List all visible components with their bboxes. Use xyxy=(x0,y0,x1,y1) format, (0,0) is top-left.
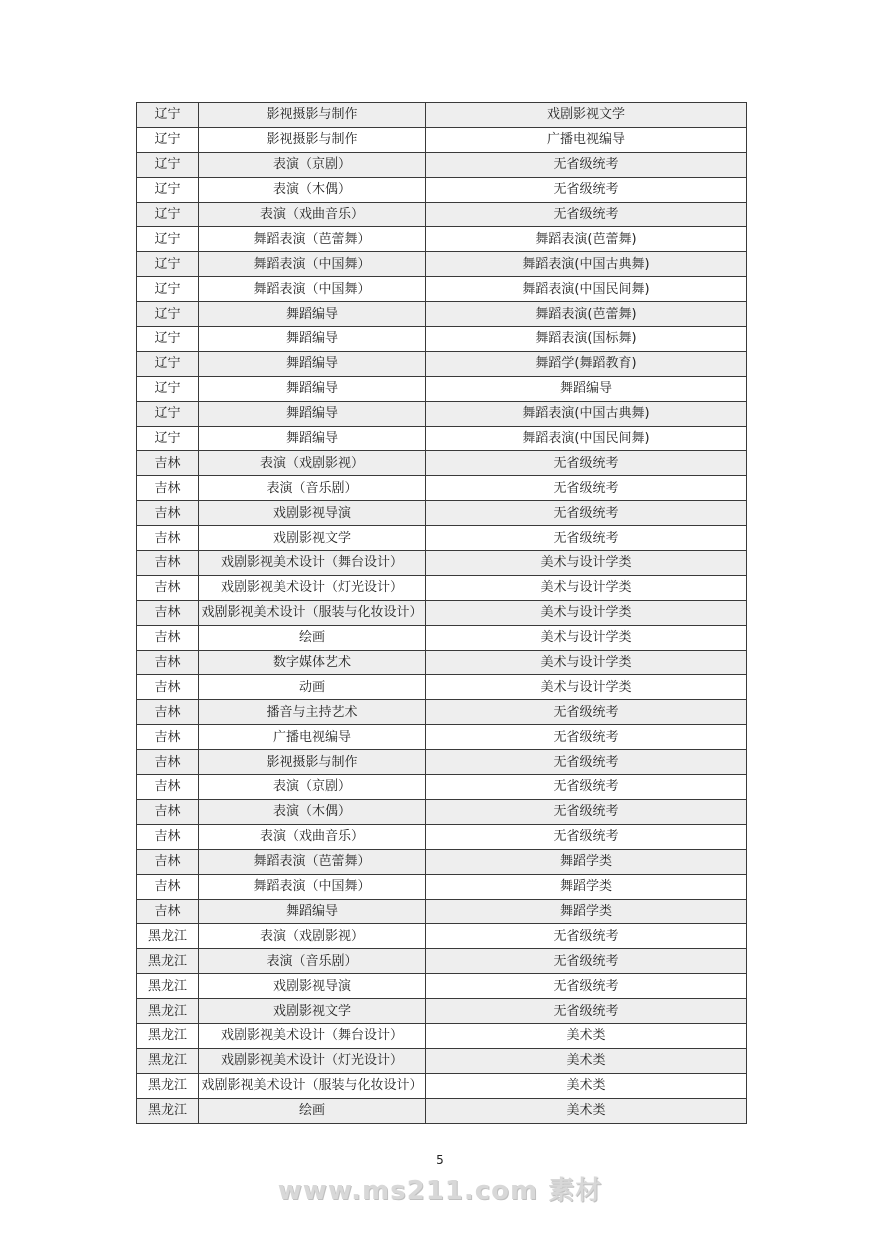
exam-category-cell: 无省级统考 xyxy=(426,999,747,1024)
table-row xyxy=(137,1098,747,1123)
exam-category-cell: 无省级统考 xyxy=(426,451,747,476)
major-cell: 舞蹈表演（中国舞） xyxy=(199,277,426,302)
exam-category-cell: 舞蹈编导 xyxy=(426,376,747,401)
major-cell: 戏剧影视美术设计（灯光设计） xyxy=(199,1048,426,1073)
table-row xyxy=(137,1073,747,1098)
table-row xyxy=(137,103,747,128)
major-cell: 戏剧影视文学 xyxy=(199,526,426,551)
exam-category-cell: 无省级统考 xyxy=(426,700,747,725)
province-cell: 黑龙江 xyxy=(137,1048,199,1073)
province-cell: 黑龙江 xyxy=(137,999,199,1024)
exam-category-cell: 舞蹈表演(中国古典舞) xyxy=(426,401,747,426)
province-cell: 黑龙江 xyxy=(137,1023,199,1048)
exam-category-cell: 舞蹈表演(芭蕾舞) xyxy=(426,302,747,327)
exam-category-cell: 美术与设计学类 xyxy=(426,551,747,576)
major-cell: 表演（京剧） xyxy=(199,775,426,800)
province-cell: 吉林 xyxy=(137,799,199,824)
major-cell: 绘画 xyxy=(199,1098,426,1123)
major-cell: 舞蹈表演（芭蕾舞） xyxy=(199,849,426,874)
exam-category-cell: 无省级统考 xyxy=(426,924,747,949)
table-row xyxy=(137,302,747,327)
province-cell: 吉林 xyxy=(137,526,199,551)
major-cell: 舞蹈编导 xyxy=(199,302,426,327)
table-row xyxy=(137,600,747,625)
major-cell: 影视摄影与制作 xyxy=(199,103,426,128)
table-row xyxy=(137,526,747,551)
major-cell: 舞蹈编导 xyxy=(199,426,426,451)
major-cell: 舞蹈编导 xyxy=(199,899,426,924)
major-cell: 表演（木偶） xyxy=(199,799,426,824)
exam-category-cell: 无省级统考 xyxy=(426,202,747,227)
province-cell: 黑龙江 xyxy=(137,949,199,974)
province-cell: 辽宁 xyxy=(137,202,199,227)
table-row xyxy=(137,327,747,352)
province-cell: 吉林 xyxy=(137,650,199,675)
province-cell: 辽宁 xyxy=(137,426,199,451)
major-cell: 戏剧影视美术设计（灯光设计） xyxy=(199,575,426,600)
table-row xyxy=(137,874,747,899)
major-cell: 动画 xyxy=(199,675,426,700)
table-row xyxy=(137,675,747,700)
province-cell: 辽宁 xyxy=(137,152,199,177)
province-cell: 吉林 xyxy=(137,899,199,924)
table-row xyxy=(137,551,747,576)
watermark: www.ms211.com 素材 xyxy=(277,1176,603,1206)
province-cell: 吉林 xyxy=(137,551,199,576)
exam-category-cell: 舞蹈表演(中国古典舞) xyxy=(426,252,747,277)
major-cell: 戏剧影视美术设计（舞台设计） xyxy=(199,1023,426,1048)
province-cell: 辽宁 xyxy=(137,277,199,302)
exam-category-cell: 舞蹈学类 xyxy=(426,849,747,874)
table-row xyxy=(137,202,747,227)
province-cell: 黑龙江 xyxy=(137,924,199,949)
table-row xyxy=(137,376,747,401)
table-row xyxy=(137,974,747,999)
major-cell: 表演（戏剧影视） xyxy=(199,924,426,949)
table-row xyxy=(137,252,747,277)
province-cell: 吉林 xyxy=(137,600,199,625)
table-row xyxy=(137,476,747,501)
table-row xyxy=(137,625,747,650)
province-cell: 黑龙江 xyxy=(137,1073,199,1098)
province-cell: 辽宁 xyxy=(137,177,199,202)
table-row xyxy=(137,775,747,800)
table-row xyxy=(137,426,747,451)
exam-category-cell: 戏剧影视文学 xyxy=(426,103,747,128)
province-cell: 辽宁 xyxy=(137,351,199,376)
province-cell: 吉林 xyxy=(137,501,199,526)
province-cell: 辽宁 xyxy=(137,302,199,327)
major-cell: 广播电视编导 xyxy=(199,725,426,750)
province-cell: 吉林 xyxy=(137,849,199,874)
province-cell: 吉林 xyxy=(137,675,199,700)
major-cell: 戏剧影视美术设计（服装与化妆设计） xyxy=(199,1073,426,1098)
exam-category-cell: 美术与设计学类 xyxy=(426,625,747,650)
major-cell: 戏剧影视导演 xyxy=(199,974,426,999)
province-cell: 辽宁 xyxy=(137,327,199,352)
major-cell: 舞蹈表演（芭蕾舞） xyxy=(199,227,426,252)
exam-category-cell: 无省级统考 xyxy=(426,775,747,800)
table-row xyxy=(137,401,747,426)
exam-category-cell: 美术与设计学类 xyxy=(426,650,747,675)
major-cell: 表演（戏曲音乐） xyxy=(199,824,426,849)
table-row xyxy=(137,152,747,177)
province-cell: 吉林 xyxy=(137,625,199,650)
exam-category-cell: 美术类 xyxy=(426,1023,747,1048)
exam-category-cell: 美术类 xyxy=(426,1098,747,1123)
table-row xyxy=(137,1023,747,1048)
exam-category-cell: 无省级统考 xyxy=(426,177,747,202)
province-cell: 辽宁 xyxy=(137,103,199,128)
table-row xyxy=(137,575,747,600)
table-row xyxy=(137,351,747,376)
province-cell: 吉林 xyxy=(137,725,199,750)
major-cell: 表演（戏剧影视） xyxy=(199,451,426,476)
exam-category-cell: 美术与设计学类 xyxy=(426,575,747,600)
table-row xyxy=(137,501,747,526)
province-cell: 吉林 xyxy=(137,824,199,849)
exam-category-cell: 美术与设计学类 xyxy=(426,675,747,700)
exam-category-cell: 舞蹈学(舞蹈教育) xyxy=(426,351,747,376)
province-cell: 辽宁 xyxy=(137,252,199,277)
exam-category-cell: 舞蹈表演(国标舞) xyxy=(426,327,747,352)
exam-category-cell: 舞蹈学类 xyxy=(426,899,747,924)
table-row xyxy=(137,899,747,924)
table-row xyxy=(137,127,747,152)
province-cell: 吉林 xyxy=(137,476,199,501)
major-cell: 戏剧影视美术设计（服装与化妆设计） xyxy=(199,600,426,625)
province-cell: 黑龙江 xyxy=(137,974,199,999)
exam-category-cell: 美术类 xyxy=(426,1048,747,1073)
exam-category-cell: 无省级统考 xyxy=(426,750,747,775)
table-row xyxy=(137,949,747,974)
table-row xyxy=(137,227,747,252)
exam-category-cell: 无省级统考 xyxy=(426,824,747,849)
province-cell: 吉林 xyxy=(137,874,199,899)
exam-category-cell: 舞蹈表演(芭蕾舞) xyxy=(426,227,747,252)
exam-category-cell: 美术与设计学类 xyxy=(426,600,747,625)
table-row xyxy=(137,650,747,675)
major-cell: 表演（戏曲音乐） xyxy=(199,202,426,227)
exam-category-cell: 无省级统考 xyxy=(426,526,747,551)
major-cell: 舞蹈编导 xyxy=(199,401,426,426)
province-cell: 辽宁 xyxy=(137,127,199,152)
major-cell: 表演（木偶） xyxy=(199,177,426,202)
table-row xyxy=(137,700,747,725)
exam-category-cell: 舞蹈学类 xyxy=(426,874,747,899)
page-number: 5 xyxy=(436,1153,444,1167)
province-cell: 辽宁 xyxy=(137,376,199,401)
major-cell: 戏剧影视美术设计（舞台设计） xyxy=(199,551,426,576)
exam-category-cell: 无省级统考 xyxy=(426,501,747,526)
major-cell: 影视摄影与制作 xyxy=(199,127,426,152)
exam-category-cell: 舞蹈表演(中国民间舞) xyxy=(426,277,747,302)
table-row xyxy=(137,799,747,824)
table-row xyxy=(137,451,747,476)
exam-category-cell: 舞蹈表演(中国民间舞) xyxy=(426,426,747,451)
table-row xyxy=(137,277,747,302)
major-cell: 戏剧影视导演 xyxy=(199,501,426,526)
table-row xyxy=(137,177,747,202)
table-row xyxy=(137,824,747,849)
province-cell: 辽宁 xyxy=(137,401,199,426)
table-row xyxy=(137,999,747,1024)
major-cell: 舞蹈表演（中国舞） xyxy=(199,874,426,899)
exam-category-cell: 广播电视编导 xyxy=(426,127,747,152)
table-row xyxy=(137,725,747,750)
major-cell: 舞蹈编导 xyxy=(199,351,426,376)
major-cell: 戏剧影视文学 xyxy=(199,999,426,1024)
table-row xyxy=(137,1048,747,1073)
exam-category-cell: 无省级统考 xyxy=(426,799,747,824)
admissions-table xyxy=(136,102,747,1124)
exam-category-cell: 无省级统考 xyxy=(426,152,747,177)
major-cell: 表演（京剧） xyxy=(199,152,426,177)
exam-category-cell: 无省级统考 xyxy=(426,974,747,999)
exam-category-cell: 美术类 xyxy=(426,1073,747,1098)
major-cell: 舞蹈表演（中国舞） xyxy=(199,252,426,277)
exam-category-cell: 无省级统考 xyxy=(426,949,747,974)
exam-category-cell: 无省级统考 xyxy=(426,725,747,750)
province-cell: 吉林 xyxy=(137,575,199,600)
province-cell: 吉林 xyxy=(137,700,199,725)
exam-category-cell: 无省级统考 xyxy=(426,476,747,501)
table-body xyxy=(137,103,747,1124)
major-cell: 表演（音乐剧） xyxy=(199,949,426,974)
province-cell: 吉林 xyxy=(137,775,199,800)
major-cell: 数字媒体艺术 xyxy=(199,650,426,675)
major-cell: 影视摄影与制作 xyxy=(199,750,426,775)
table-row xyxy=(137,924,747,949)
major-cell: 表演（音乐剧） xyxy=(199,476,426,501)
major-cell: 舞蹈编导 xyxy=(199,376,426,401)
province-cell: 黑龙江 xyxy=(137,1098,199,1123)
major-cell: 舞蹈编导 xyxy=(199,327,426,352)
province-cell: 辽宁 xyxy=(137,227,199,252)
province-cell: 吉林 xyxy=(137,451,199,476)
major-cell: 绘画 xyxy=(199,625,426,650)
major-cell: 播音与主持艺术 xyxy=(199,700,426,725)
table-row xyxy=(137,750,747,775)
table-row xyxy=(137,849,747,874)
province-cell: 吉林 xyxy=(137,750,199,775)
